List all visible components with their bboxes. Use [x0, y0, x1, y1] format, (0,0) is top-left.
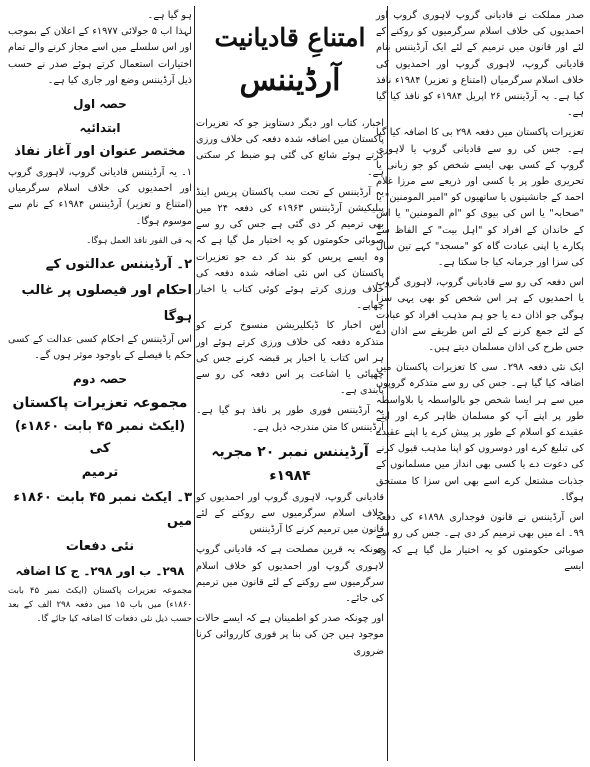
new-sections-heading: ۳۔ ایکٹ نمبر ۴۵ بابت ۱۸۶۰ء میں [13, 490, 192, 530]
override-heading: ۲۔ آرڈیننس عدالتوں کے احکام اور فیصلوں پر غالب ہوگا [21, 256, 192, 324]
commencement-text: یہ فی الفور نافذ العمل ہوگا۔ [86, 235, 192, 246]
proclamation-paragraph: لہذا اب ۵ جولائی ۱۹۷۷ء کے اعلان کے بموجب اور اس سلسلے میں اسے مجاز کرنے والے تمام اختیارات استعمال کرتے ہوئے صدر نے حسب ذیل آرڈیننس وضع اور جاری کیا ہے۔ [8, 26, 192, 86]
crpc-paragraph: اس آرڈیننس نے قانون فوجداری ۱۸۹۸ء کی دفعہ ۹۹۔ اے میں بھی ترمیم کر دی ہے۔ جس کی رو سے صوبائی حکومتوں کو یہ اختیار مل گیا ہے کہ وہ ایسے [376, 512, 584, 572]
short-title-heading: مختصر عنوان اور آغاز نفاذ [14, 144, 186, 160]
middle-column [196, 8, 384, 660]
ordinance-number-heading: آرڈیننس نمبر ۲۰ مجریہ ۱۹۸۴ء [211, 443, 369, 484]
headline-ordinance: آرڈیننس [239, 63, 341, 98]
intro-paragraph: صدر مملکت نے قادیانی گروپ لاہوری گروپ اور احمدیوں کی خلاف اسلام سرگرمیوں کو روکنے کے لئے اور قانون میں ترمیم کے لئے ایک آرڈیننس بنام قادیانی گروپ، لاہوری گروپ اور احمدیوں کی خلاف اسلام سرگرمیاں (امتناع و تعزیر) ۱۹۸۴ء نافذ کیا ہے۔ یہ آرڈیننس ۲۶ اپریل ۱۹۸۴ء کو نافذ کیا گیا ہے۔ [376, 10, 584, 119]
right-column [376, 8, 584, 575]
addition-heading: ۲۹۸۔ ب اور ۲۹۸۔ ج کا اضافہ [15, 564, 185, 579]
declaration-paragraph: اس اخبار کا ڈیکلیریشن منسوخ کرنے کو متذکرہ دفعہ کی خلاف ورزی کرتے ہوئے اور ہر اس کتاب یا اخبار پر قبضہ کرنے جس کی چھپائی یا اشاعت پر اس دفعہ کی رو سے پابندی ہے۔ [196, 320, 384, 397]
amendment-heading: ترمیم [81, 465, 119, 481]
new-clauses-heading: نئی دفعات [65, 539, 135, 555]
ppc-heading: مجموعہ تعزیرات پاکستان [12, 395, 188, 412]
press-ordinance-paragraph: یہ آرڈیننس کے تحت سب پاکستان پریس اینڈ پبلیکیشن آرڈیننس ۱۹۶۳ء کی دفعہ ۲۴ میں بھی ترمیم کر دی گئی ہے جس کی رو سے صوبائی حکومتوں کو یہ اختیار مل گیا ہے کہ وہ ایسے پریس کو بند کر دے جو تعزیرات پاکستان کی اس نئی اضافہ شدہ دفعہ کی خلاف ورزی کرتے ہوئے کوئی کتاب یا اخبار چھاپے۔ [196, 186, 385, 312]
ordinance-preamble: قادیانی گروپ، لاہوری گروپ اور احمدیوں کو خلاف اسلام سرگرمیوں سے روکنے کے لئے قانون میں ترمیم کرنے کا آرڈیننس [196, 491, 384, 536]
effect-paragraph: یہ آرڈیننس فوری طور پر نافذ ہو گیا ہے۔ آرڈیننس کا متن مندرجہ ذیل ہے۔ [196, 405, 384, 433]
whereas-paragraph: چونکہ یہ قرین مصلحت ہے کہ قادیانی گروپ لاہوری گروپ اور احمدیوں کو خلاف اسلام سرگرمیوں سے روکنے کے لئے قانون میں ترمیم کی جائے۔ [196, 544, 384, 605]
continuation-text: ہو گیا ہے۔ [147, 10, 192, 21]
section-298b-paragraph: تعزیرات پاکستان میں دفعہ ۲۹۸ بی کا اضافہ کیا گیا ہے۔ جس کی رو سے قادیانی گروپ یا لاہوری گروپ کے کسی بھی ایسے شخص کو جو زبانی یا تحریری طور پر یا کسی اور ذریعے سے مرزا غلام احمد کے جانشینوں یا ساتھیوں کو "امیر المومنین" یا "صحابہ" یا اس کی بیوی کو "ام المومنین" یا اس کے خاندان کے افراد کو "اہل بیت" کے الفاظ سے پکارے یا اپنی عبادت گاہ کو "مسجد" کہے تین سال کی سزا اور جرمانہ کیا جا سکتا ہے۔ [376, 127, 584, 269]
azan-paragraph: اس دفعہ کی رو سے قادیانی گروپ، لاہوری گروپ یا احمدیوں کے ہر اس شخص کو بھی یہی سزا ہوگی جو اذان دے یا جو ہم مذہب افراد کو عبادت کے لئے جمع کرنے کے لئے اس طریقے سے اذان دے جس طرح کی اذان مسلمان دیتے ہیں۔ [376, 277, 584, 354]
headline: امتناعِ قادیانیت [214, 23, 366, 52]
preamble-heading: ابتدائیہ [79, 121, 121, 136]
seizure-paragraph: اخبار، کتاب اور دیگر دستاویز جو کہ تعزیرات پاکستان میں اضافہ شدہ دفعہ کی خلاف ورزی کرتے ہوئے شائع کی گئی ہو ضبط کر سکتی ہے۔ [196, 118, 384, 178]
part-one-heading: حصہ اول [73, 97, 127, 112]
act-heading: (ایکٹ نمبر ۴۵ بابت ۱۸۶۰ء) کی [14, 419, 186, 457]
short-title-paragraph: ۱۔ یہ آرڈیننس قادیانی گروپ، لاہوری گروپ اور احمدیوں کی خلاف اسلام سرگرمیاں (امتناع و تعزیر) آرڈیننس ۱۹۸۴ء کے نام سے موسوم ہوگا۔ [8, 167, 192, 227]
part-two-heading: حصہ دوم [72, 372, 128, 387]
override-paragraph: اس آرڈیننس کے احکام کسی عدالت کے کسی حکم یا فیصلے کے باوجود موثر ہوں گے۔ [8, 333, 192, 362]
column-divider [194, 6, 195, 761]
left-column [8, 8, 192, 630]
and-whereas-paragraph: اور چونکہ صدر کو اطمینان ہے کہ ایسے حالات موجود ہیں جن کی بنا پر فوری کارروائی کرنا ضروری [196, 613, 384, 657]
addition-paragraph: مجموعہ تعزیرات پاکستان (ایکٹ نمبر ۴۵ بابت ۱۸۶۰ء) میں باب ۱۵ میں دفعہ ۲۹۸ الف کے بعد حسب ذیل نئی دفعات کا اضافہ کیا جائے گا۔ [8, 586, 192, 625]
section-298c-paragraph: ایک نئی دفعہ ۲۹۸۔ سی کا تعزیرات پاکستان میں اضافہ کیا گیا ہے۔ جس کی رو سے متذکرہ گروپوں میں سے ہر ایسا شخص جو بالواسطہ یا بلاواسطہ طور پر اپنے آپ کو مسلمان ظاہر کرے اور اپنے عقیدے کو اسلام کے طور پر پیش کرے یا اپنے عقیدے کی تبلیغ کرے اور دوسروں کو اپنا مذہب قبول کرنے کی دعوت دے یا کسی بھی انداز میں مسلمانوں کے جذبات مشتعل کرے اسے بھی اس سزا کا مستحق ہوگا۔ [376, 362, 584, 503]
